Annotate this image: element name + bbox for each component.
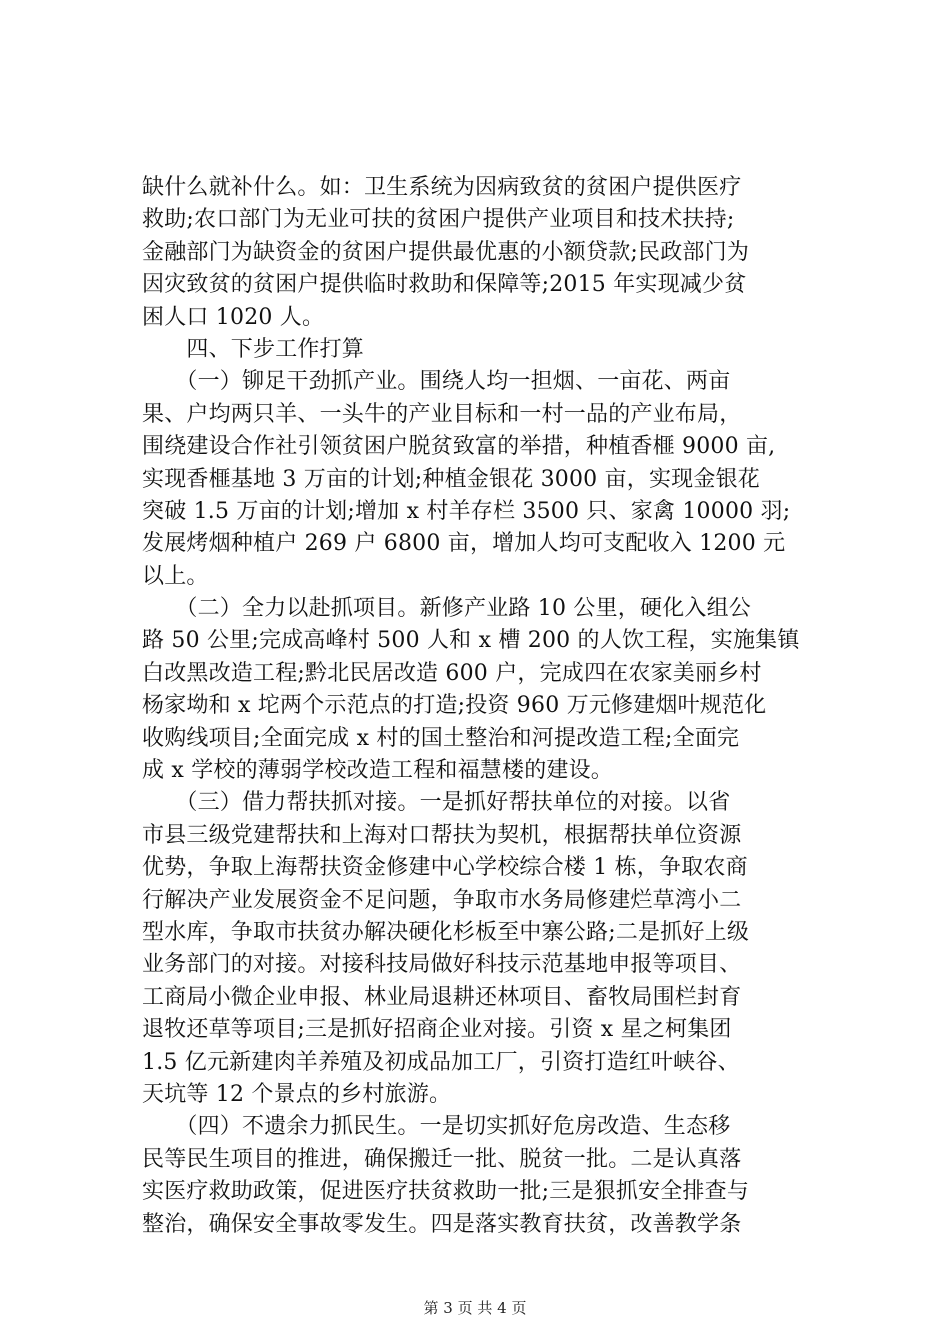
text-line: 民等民生项目的推进，确保搬迁一批、脱贫一批。二是认真落 [142, 1146, 742, 1172]
text-line: 型水库，争取市扶贫办解决硬化杉板至中寨公路;二是抓好上级 [142, 919, 750, 945]
text-line: 以上。 [142, 563, 209, 589]
text-line: 救助;农口部门为无业可扶的贫困户提供产业项目和技术扶持; [142, 207, 735, 233]
text-line: 优势，争取上海帮扶资金修建中心学校综合楼 1 栋，争取农商 [142, 855, 748, 881]
text-line: 天坑等 12 个景点的乡村旅游。 [142, 1081, 452, 1107]
text-line: 杨家坳和 x 坨两个示范点的打造;投资 960 万元修建烟叶规范化 [142, 693, 767, 719]
text-line: （四）不遗余力抓民生。一是切实抓好危房改造、生态移 [142, 1114, 731, 1140]
text-line: 行解决产业发展资金不足问题，争取市水务局修建烂草湾小二 [142, 887, 742, 913]
text-line: 工商局小微企业申报、林业局退耕还林项目、畜牧局围栏封育 [142, 984, 742, 1010]
text-line: 实现香榧基地 3 万亩的计划;种植金银花 3000 亩，实现金银花 [142, 466, 760, 492]
text-line: （一）铆足干劲抓产业。围绕人均一担烟、一亩花、两亩 [142, 369, 731, 395]
text-line: 成 x 学校的薄弱学校改造工程和福慧楼的建设。 [142, 758, 613, 784]
text-line: 市县三级党建帮扶和上海对口帮扶为契机，根据帮扶单位资源 [142, 822, 742, 848]
text-line: 路 50 公里;完成高峰村 500 人和 x 槽 200 的人饮工程，实施集镇 [142, 628, 800, 654]
text-line: 缺什么就补什么。如：卫生系统为因病致贫的贫困户提供医疗 [142, 175, 742, 200]
text-line: 业务部门的对接。对接科技局做好科技示范基地申报等项目、 [142, 952, 742, 978]
text-line: 突破 1.5 万亩的计划;增加 x 村羊存栏 3500 只、家禽 10000 羽; [142, 498, 791, 524]
text-line: 白改黑改造工程;黔北民居改造 600 户，完成四在农家美丽乡村 [142, 660, 762, 686]
text-line: 1.5 亿元新建肉羊养殖及初成品加工厂，引资打造红叶峡谷、 [142, 1049, 740, 1075]
text-line: 实医疗救助政策，促进医疗扶贫救助一批;三是狠抓安全排查与 [142, 1179, 750, 1205]
text-line: 果、户均两只羊、一头牛的产业目标和一村一品的产业布局， [142, 401, 742, 427]
text-line: （三）借力帮扶抓对接。一是抓好帮扶单位的对接。以省 [142, 790, 731, 816]
text-line: （二）全力以赴抓项目。新修产业路 10 公里，硬化入组公 [142, 596, 751, 622]
page-footer: 第 3 页 共 4 页 [423, 1299, 527, 1317]
text-line: 整治，确保安全事故零发生。四是落实教育扶贫，改善教学条 [142, 1211, 742, 1237]
text-line: 收购线项目;全面完成 x 村的国土整治和河提改造工程;全面完 [142, 725, 740, 751]
text-line: 退牧还草等项目;三是抓好招商企业对接。引资 x 星之柯集团 [142, 1017, 732, 1043]
text-line: 金融部门为缺资金的贫困户提供最优惠的小额贷款;民政部门为 [142, 239, 750, 265]
text-line: 围绕建设合作社引领贫困户脱贫致富的举措，种植香榧 9000 亩, [142, 434, 776, 460]
document-body [142, 172, 842, 1241]
text-line: 发展烤烟种植户 269 户 6800 亩，增加人均可支配收入 1200 元 [142, 531, 786, 557]
text-line: 四、下步工作打算 [142, 336, 365, 362]
text-line: 困人口 1020 人。 [142, 304, 325, 330]
text-line: 因灾致贫的贫困户提供临时救助和保障等;2015 年实现减少贫 [142, 272, 747, 298]
